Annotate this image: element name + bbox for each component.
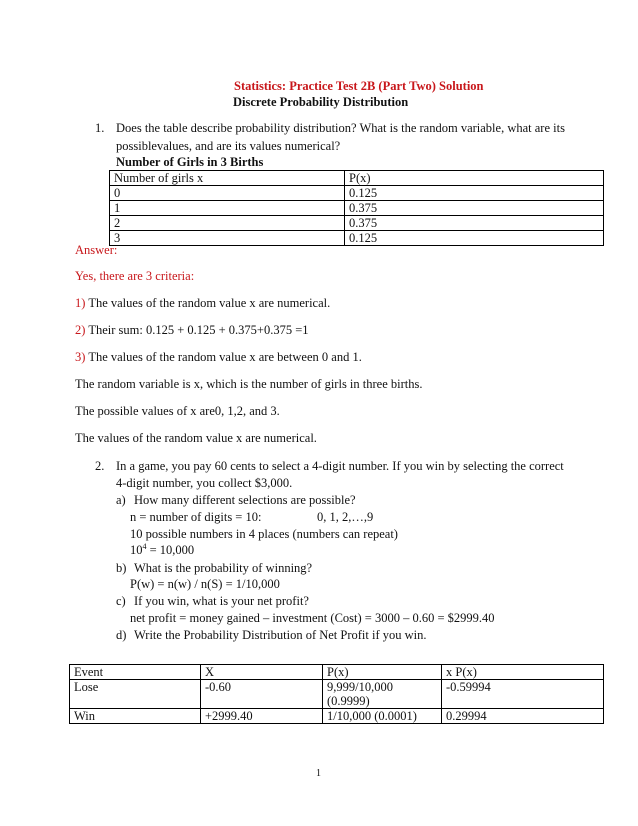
answer-numerical: The values of the random value x are numerical. [75,431,317,445]
q1-question-line2: possiblevalues, and are its values numerical? [116,139,341,153]
table-cell: -0.60 [201,680,323,709]
q2a-question: How many different selections are possible? [134,493,356,507]
table-row [110,201,604,216]
table-cell: 0.125 [345,231,604,246]
answer-intro: Yes, there are 3 criteria: [75,269,195,283]
table-row [110,231,604,246]
q2a-line3 [130,543,194,558]
table-cell: 0.125 [345,186,604,201]
girls-table [109,170,604,246]
q2b-answer: P(w) = n(w) / n(S) = 1/10,000 [130,577,280,591]
table-cell: 3 [110,231,345,246]
table-header-cell: X [201,665,323,680]
table-cell: 1 [110,201,345,216]
criterion-1 [75,296,330,311]
q2d-question: Write the Probability Distribution of Net Profit if you win. [134,628,427,642]
q2c-label: c) [116,594,126,608]
table-cell: Win [70,709,201,724]
criterion-2-text: Their sum: 0.125 + 0.125 + 0.375+0.375 =1 [85,323,309,337]
table-row [110,216,604,231]
table-cell: 0.29994 [442,709,604,724]
q2a-line3-base: 10 [130,543,143,557]
profit-distribution-table [69,664,604,724]
q2-line2: 4-digit number, you collect $3,000. [116,476,293,490]
table-header-row [110,171,604,186]
page-number: 1 [316,768,321,779]
criterion-2 [75,323,309,338]
table-header-cell: Number of girls x [110,171,345,186]
criterion-1-text: The values of the random value x are numerical. [85,296,331,310]
q2b-label: b) [116,561,127,575]
criterion-3 [75,350,362,365]
answer-random-variable: The random variable is x, which is the number of girls in three births. [75,377,423,391]
q1-number: 1. [95,121,105,135]
page-title: Statistics: Practice Test 2B (Part Two) Solution [234,79,484,93]
q2a-line1a: n = number of digits = 10: [130,510,262,524]
q2a-line3-rest: = 10,000 [146,543,195,557]
table-cell: +2999.40 [201,709,323,724]
q2a-line3-exponent: 4 [142,541,147,551]
criterion-3-number: 3) [75,350,86,364]
table-cell: 2 [110,216,345,231]
answer-label: Answer: [75,243,118,257]
q1-question-line1: Does the table describe probability distribution? What is the random variable, what are its [116,121,565,135]
q2c-question: If you win, what is your net profit? [134,594,309,608]
criterion-2-number: 2) [75,323,86,337]
answer-possible-values: The possible values of x are0, 1,2, and 3. [75,404,280,418]
prob-line1: 9,999/10,000 [327,680,393,694]
table-cell: -0.59994 [442,680,604,709]
table-header-cell: Event [70,665,201,680]
page-subtitle: Discrete Probability Distribution [233,95,409,109]
q1-table-caption: Number of Girls in 3 Births [116,155,264,169]
criterion-3-text: The values of the random value x are between 0 and 1. [85,350,362,364]
table-cell [323,680,442,709]
table-row [70,709,604,724]
q2d-label: d) [116,628,127,642]
q2c-answer: net profit = money gained – investment (Cost) = 3000 – 0.60 = $2999.40 [130,611,495,625]
q2a-line1b: 0, 1, 2,…,9 [317,510,374,524]
table-header-cell: P(x) [345,171,604,186]
prob-line2: (0.9999) [327,694,370,708]
table-header-cell: x P(x) [442,665,604,680]
table-cell: 0 [110,186,345,201]
table-row [70,680,604,709]
table-cell: 1/10,000 (0.0001) [323,709,442,724]
table-cell: Lose [70,680,201,709]
q2a-label: a) [116,493,126,507]
q2b-question: What is the probability of winning? [134,561,313,575]
q2-number: 2. [95,459,105,473]
table-cell: 0.375 [345,216,604,231]
criterion-1-number: 1) [75,296,86,310]
table-header-row [70,665,604,680]
q2-line1: In a game, you pay 60 cents to select a 4-digit number. If you win by selecting the correct [116,459,564,473]
q2a-line2: 10 possible numbers in 4 places (numbers can repeat) [130,527,398,541]
table-cell: 0.375 [345,201,604,216]
table-row [110,186,604,201]
table-header-cell: P(x) [323,665,442,680]
